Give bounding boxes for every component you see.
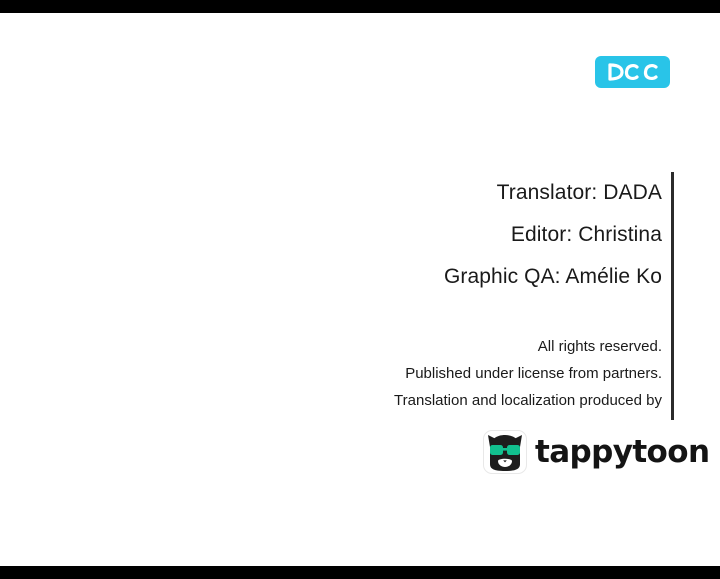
- rights-line-localization: Translation and localization produced by: [394, 392, 662, 409]
- rights-line-license: Published under license from partners.: [405, 365, 662, 382]
- rights-line-reserved: All rights reserved.: [537, 338, 662, 355]
- credit-line-editor: Editor: Christina: [510, 223, 662, 246]
- publisher-logo: [595, 56, 670, 88]
- tappytoon-wordmark: tappytoon: [535, 433, 710, 470]
- vertical-divider: [671, 172, 674, 420]
- bottom-black-band: [0, 566, 720, 579]
- credits-block: [300, 172, 662, 298]
- credit-line-graphic-qa: Graphic QA: Amélie Ko: [443, 265, 662, 288]
- rights-block: [300, 333, 662, 414]
- tappytoon-brand-lockup: [483, 430, 709, 474]
- dcc-logo-icon: [606, 62, 660, 82]
- top-black-band: [0, 0, 720, 13]
- credit-line-translator: Translator: DADA: [496, 181, 662, 204]
- tappytoon-cat-mark-icon: [483, 430, 527, 474]
